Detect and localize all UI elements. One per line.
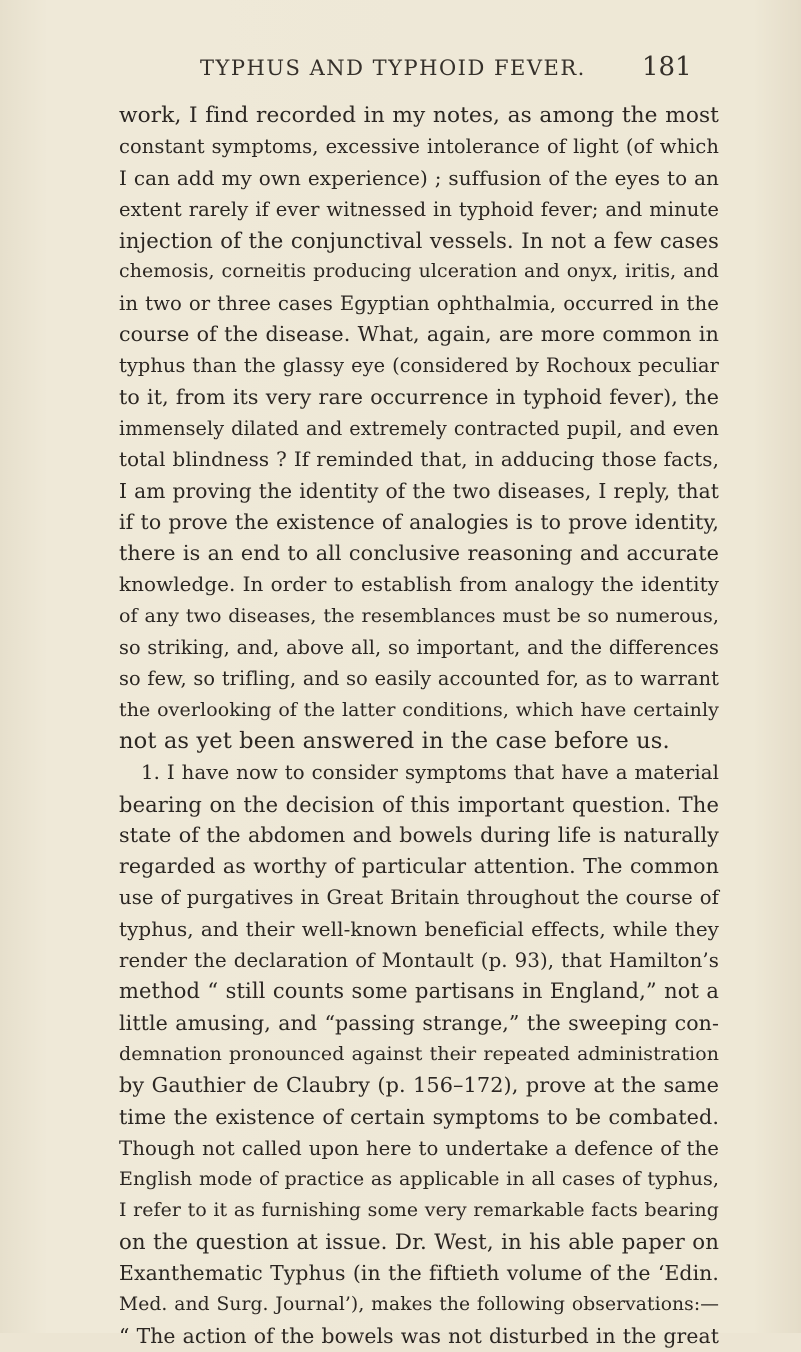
text-line: I refer to it as furnishing some very remarkable facts bearing [119, 1199, 719, 1222]
page-number: 181 [642, 52, 692, 82]
text-line: time the existence of certain symptoms to be combated. [119, 1104, 719, 1129]
text-line: I am proving the identity of the two diseases, I reply, that [119, 478, 719, 503]
text-line: Though not called upon here to undertake a defence of the [119, 1136, 719, 1160]
text-line: 1. I have now to consider symptoms that have a material [141, 761, 719, 785]
text-line: I can add my own experience) ; suffusion of the eyes to an [119, 165, 719, 190]
text-line: of any two diseases, the resemblances must be so numerous, [119, 604, 719, 627]
text-line: injection of the conjunctival vessels. In not a few cases [119, 228, 719, 254]
text-line: constant symptoms, excessive intolerance of light (of which [119, 135, 719, 159]
page-header [0, 52, 801, 88]
text-line: regarded as worthy of particular attention. The common [119, 854, 719, 879]
text-line: method “ still counts some partisans in England,” not a [119, 979, 719, 1004]
text-line: state of the abdomen and bowels during life is naturally [119, 822, 719, 847]
body-text [119, 100, 719, 1352]
text-line: if to prove the existence of analogies is to prove identity, [119, 509, 719, 534]
text-line: total blindness ? If reminded that, in adducing those facts, [119, 448, 719, 472]
text-line: Exanthematic Typhus (in the fiftieth volume of the ‘Edin. [119, 1260, 719, 1285]
text-line: work, I find recorded in my notes, as among the most [119, 103, 719, 128]
text-line: so few, so trifling, and so easily accounted for, as to warrant [119, 667, 719, 691]
text-line: on the question at issue. Dr. West, in his able paper on [119, 1229, 719, 1255]
text-line: Med. and Surg. Journal’), makes the following observations:— [119, 1294, 719, 1316]
text-line: there is an end to all conclusive reasoning and accurate [119, 541, 719, 566]
text-line: in two or three cases Egyptian ophthalmia, occurred in the [119, 291, 719, 315]
text-line: so striking, and, above all, so important, and the differences [119, 636, 719, 660]
running-title: TYPHUS AND TYPHOID FEVER. [200, 56, 586, 80]
text-line: the overlooking of the latter conditions, which have certainly [119, 698, 719, 721]
text-line: English mode of practice as applicable in all cases of typhus, [119, 1168, 719, 1191]
text-line: to it, from its very rare occurrence in typhoid fever), the [119, 384, 719, 409]
text-line: bearing on the decision of this important question. The [119, 791, 719, 817]
text-line: render the declaration of Montault (p. 93), that Hamilton’s [119, 949, 719, 973]
text-line: chemosis, corneitis producing ulceration and onyx, iritis, and [119, 260, 719, 283]
text-line: knowledge. In order to establish from analogy the identity [119, 573, 719, 597]
text-line: use of purgatives in Great Britain throughout the course of [119, 886, 719, 910]
text-line: typhus, and their well-known beneficial effects, while they [119, 917, 719, 941]
text-line: typhus than the glassy eye (considered by Rochoux peculiar [119, 354, 719, 378]
text-line: course of the disease. What, again, are more common in [119, 322, 719, 347]
text-line: extent rarely if ever witnessed in typhoid fever; and minute [119, 197, 719, 221]
text-line: by Gauthier de Claubry (p. 156–172), prove at the same [119, 1073, 719, 1098]
text-line: “ The action of the bowels was not disturbed in the great [119, 1323, 719, 1348]
text-line: little amusing, and “passing strange,” the sweeping con- [119, 1010, 719, 1035]
text-line: not as yet been answered in the case before us. [119, 727, 670, 754]
text-line: immensely dilated and extremely contracted pupil, and even [119, 416, 719, 440]
text-line: demnation pronounced against their repeated administration [119, 1042, 719, 1065]
